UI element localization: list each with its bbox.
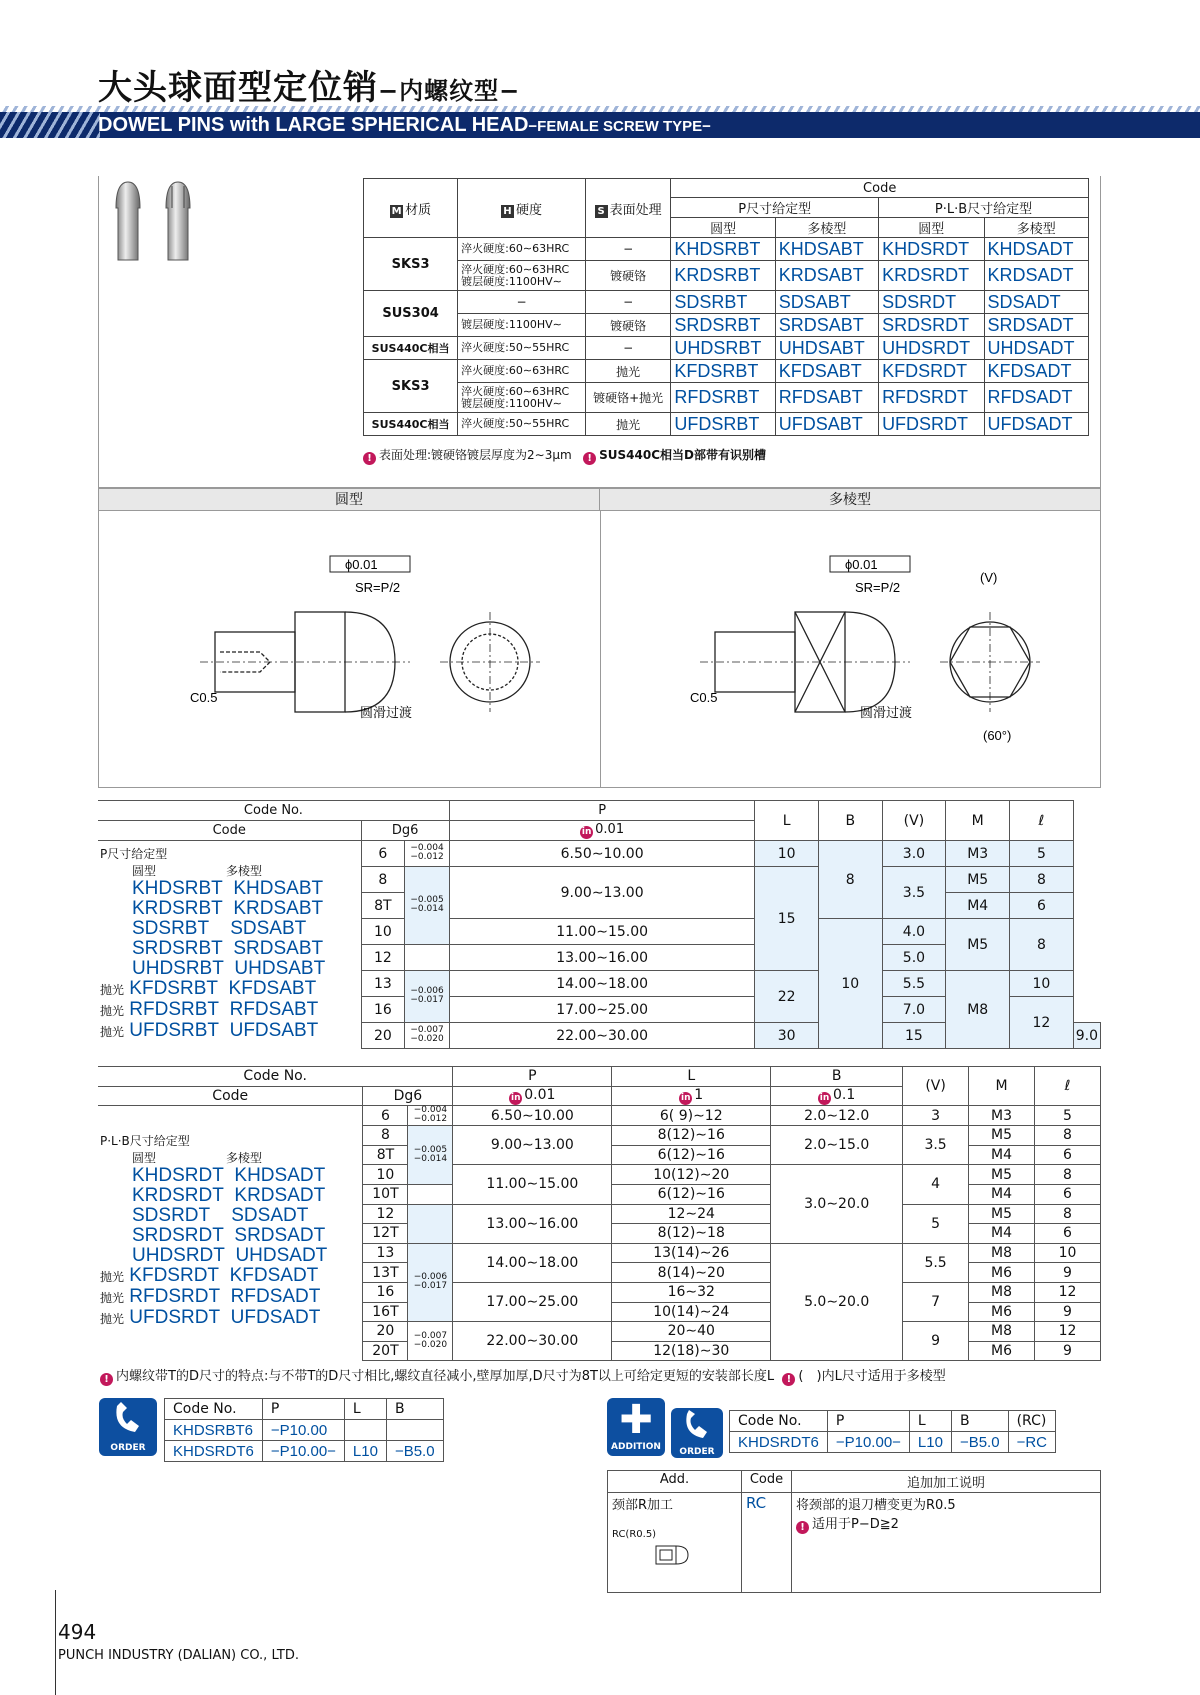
smooth-label: 圆滑过渡 (360, 705, 413, 720)
chamfer-label: C0.5 (190, 690, 218, 705)
order-icon-2: ORDER (671, 1408, 723, 1458)
title-bar-stripes (0, 112, 100, 138)
table2-note: ! 内螺纹带T的D尺寸的特点:与不带T的D尺寸相比,螺纹直径减小,壁厚加厚,D尺寸为8T以上可给定更短的安装部长度L ! ( )内L尺寸适用于多棱型 (100, 1365, 946, 1386)
addition-table: Add. Code 追加加工说明 颈部R加工 RC(R0.5) RC 将颈部的退刀槽变更为R0.5 ! 适用于P−D≧2 (607, 1470, 1101, 1593)
flatness-label: ϕ0.01 (345, 557, 378, 572)
table-p-type: Code No. P L B (V) M ℓ Code Dg6 in 0.01 P尺寸给定型 圆型 多棱型 KHDSRBT KHDSABT KRDSRBT KRDSABT SDSRBT SDSABT SRDSRBT SRDSABT UHDSRBT UHDSABT 抛光 KFDSRBT KFDSABT 抛光 RFDSRBT RFDSABT 抛光 UFDSRBT UFDSABT 6 −0.004 −0.012 6.50∼10.00 10 8 3.0 M3 5 8 −0.005 −0.014 9.00∼13.00 15 3.5 M5 8 8T M4 6 10 11.00∼15.00 10 4.0 M5 8 12 13.00∼16.00 5.0 13 −0.006 −0.017 14.00∼18.00 22 5.5 M8 10 16 17.00∼25.00 7.0 12 20 −0.007 −0.020 22.00∼30.00 30 15 9.0 (98, 800, 1101, 1049)
smooth-label-poly: 圆滑过渡 (860, 705, 913, 720)
page-number: 494 (58, 1620, 97, 1644)
table-plb-type: Code No. P L B (V) M ℓ Code Dg6 in 0.01 in 1 in 0.1 P·L·B尺寸给定型 圆型 多棱型 KHDSRDT KHDSADT KRDSRDT KRDSADT SDSRDT SDSADT SRDSRDT SRDSADT UHDSRDT UHDSADT 抛光 KFDSRDT KFDSADT 抛光 RFDSRDT RFDSADT 抛光 UFDSRDT UFDSADT 6 −0.004 −0.012 6.50∼10.00 6( 9)∼12 2.0∼12.0 3 M3 5 8 −0.005 −0.014 9.00∼13.00 8(12)∼16 2.0∼15.0 3.5 M5 8 8T 6(12)∼16 M4 6 10 11.00∼15.00 10(12)∼20 3.0∼20.0 4 M5 8 10T 6(12)∼16 M4 6 12 13.00∼16.00 12∼24 5 M5 8 12T 8(12)∼18 M4 6 13 −0.006 −0.017 14.00∼18.00 13(14)∼26 5.0∼20.0 5.5 M8 10 13T 8(14)∼20 M6 9 16 17.00∼25.00 16∼32 7 M8 12 16T 10(14)∼24 M6 9 20 −0.007 −0.020 22.00∼30.00 20∼40 9 M8 12 20T 12(18)∼30 M6 9 (98, 1066, 1101, 1361)
drawing-round-title: 圆型 (99, 489, 600, 510)
addition-icon: ✚ ADDITION (607, 1398, 665, 1456)
sr-label-poly: SR=P/2 (855, 580, 901, 595)
spec-notes: ! 表面处理:镀硬铬镀层厚度为2∼3μm ! SUS440C相当D部带有识别槽 (363, 446, 766, 465)
company-name: PUNCH INDUSTRY (DALIAN) CO., LTD. (58, 1648, 299, 1663)
flatness-label-poly: ϕ0.01 (845, 557, 878, 572)
order-icon: ORDER (99, 1398, 157, 1456)
page-title: 大头球面型定位销−内螺纹型− (98, 68, 521, 108)
footer-line (55, 1590, 56, 1695)
v-label: (V) (980, 570, 998, 585)
pin-photo (110, 178, 220, 268)
page-title-en: DOWEL PINS with LARGE SPHERICAL HEAD−FEMALE SCREW TYPE− (98, 114, 711, 136)
spec-table: M 材质 H 硬度 S 表面处理 Code P尺寸给定型 P·L·B尺寸给定型 圆型 多棱型 圆型 多棱型 SKS3 淬火硬度:60∼63HRC − KHDSRBT KHDSABT KHDSRDT KHDSADT 淬火硬度:60∼63HRC 镀层硬度:1100HV∼ 镀硬铬 KRDSRBT KRDSABT KRDSRDT KRDSADT SUS304 − − SDSRBT SDSABT SDSRDT SDSADT 镀层硬度:1100HV∼ 镀硬铬 SRDSRBT SRDSABT SRDSRDT SRDSADT SUS440C相当 淬火硬度:50∼55HRC − UHDSRBT UHDSABT UHDSRDT UHDSADT SKS3 淬火硬度:60∼63HRC 抛光 KFDSRBT KFDSABT KFDSRDT KFDSADT 淬火硬度:60∼63HRC 镀层硬度:1100HV∼ 镀硬铬+抛光 RFDSRBT RFDSABT RFDSRDT RFDSADT SUS440C相当 淬火硬度:50∼55HRC 抛光 UFDSRBT UFDSABT UFDSRDT UFDSADT (363, 178, 1089, 436)
sr-label: SR=P/2 (355, 580, 401, 595)
drawing-poly-title: 多棱型 (829, 492, 871, 508)
chamfer-label-poly: C0.5 (690, 690, 718, 705)
order-example-table: Code No. P L B KHDSRBT6 −P10.00 KHDSRDT6 −P10.00− L10 −B5.0 (164, 1398, 444, 1462)
angle-label: (60°) (983, 728, 1012, 743)
technical-drawing (100, 512, 1100, 786)
addition-order-table: Code No. P L B (RC) KHDSRDT6 −P10.00− L10 −B5.0 −RC (729, 1410, 1056, 1453)
